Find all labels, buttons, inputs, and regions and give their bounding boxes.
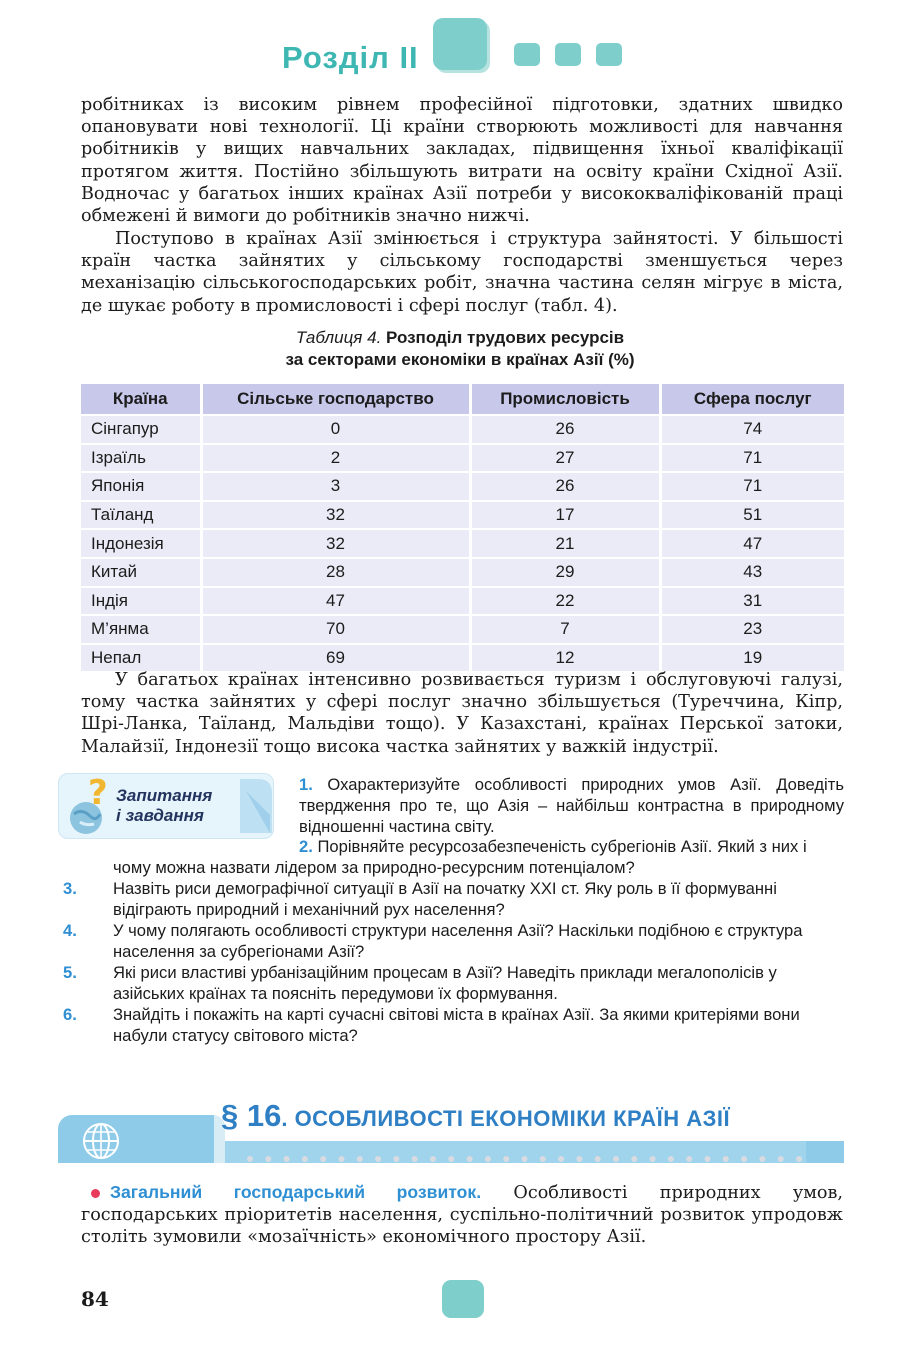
table-cell-country: М’янма — [81, 615, 201, 644]
table-cell-value: 29 — [470, 558, 660, 587]
table-caption-title-1: Розподіл трудових ресурсів — [386, 328, 625, 347]
header-decor-square — [596, 43, 622, 66]
question-text: Які риси властиві урбанізаційним процесам в Азії? Наведіть приклади мегалополісів у азійських країнах та поясніть передумови їх формування. — [113, 963, 777, 1003]
question-item-1 — [299, 775, 844, 837]
table-row — [81, 415, 844, 444]
footer-decor-square — [442, 1280, 484, 1318]
bullet-icon — [91, 1189, 100, 1198]
table-cell-value: 7 — [470, 615, 660, 644]
table-cell-value: 22 — [470, 587, 660, 616]
header-decor-square — [555, 43, 581, 66]
question-number: 6. — [63, 1005, 77, 1024]
chapter-number: § 16 — [221, 1098, 282, 1133]
table-caption-line-2 — [180, 349, 740, 371]
table-row — [81, 529, 844, 558]
final-paragraph — [81, 1181, 843, 1249]
table-row — [81, 587, 844, 616]
chapter-title-text: . ОСОБЛИВОСТІ ЕКОНОМІКИ КРАЇН АЗІЇ — [281, 1106, 731, 1131]
table-cell-value: 26 — [470, 472, 660, 501]
table-cell-value: 70 — [201, 615, 470, 644]
table-cell-value: 2 — [201, 444, 470, 473]
table-row — [81, 615, 844, 644]
chapter-dots-divider — [246, 1155, 806, 1163]
table-cell-value: 12 — [470, 644, 660, 672]
page-curl-icon — [236, 773, 276, 839]
table-header-cell: Сфера послуг — [660, 384, 844, 415]
table-cell-value: 19 — [660, 644, 844, 672]
question-number: 3. — [63, 879, 77, 898]
table-cell-value: 27 — [470, 444, 660, 473]
table-cell-value: 3 — [201, 472, 470, 501]
table-row — [81, 444, 844, 473]
table-cell-country: Китай — [81, 558, 201, 587]
section-label: Розділ ІІ — [282, 40, 419, 75]
table-row — [81, 558, 844, 587]
employment-table — [81, 384, 844, 671]
question-mark-globe-icon — [64, 778, 112, 838]
question-number: 2. — [299, 837, 313, 856]
question-text: Охарактеризуйте особливості природних умов Азії. Доведіть твердження про те, що Азія – найбільш контрастна в природному відношенні частина світу. — [299, 775, 844, 836]
table-cell-value: 23 — [660, 615, 844, 644]
table-cell-country: Індонезія — [81, 529, 201, 558]
table-cell-value: 0 — [201, 415, 470, 444]
body-paragraph-3: У багатьох країнах інтенсивно розвивається туризм і обслуговуючі галузі, тому частка зайнятих у сфері послуг значно збільшується (Туреччина, Кіпр, Шрі-Ланка, Таїланд, Мальдіви тощо). У Казахстані, країнах Перської затоки, Малайзії, Індонезії тощо висока частка зайнятих у важкій індустрії. — [81, 670, 843, 757]
question-item-4 — [63, 921, 844, 963]
table-cell-value: 17 — [470, 501, 660, 530]
question-number: 4. — [63, 921, 77, 940]
chapter-band-right — [806, 1141, 844, 1163]
table-cell-value: 26 — [470, 415, 660, 444]
table-cell-country: Індія — [81, 587, 201, 616]
question-text: Знайдіть і покажіть на карті сучасні світові міста в країнах Азії. За якими критеріями вони набули статусу світового міста? — [113, 1005, 800, 1045]
table-header-cell: Промисловість — [470, 384, 660, 415]
question-item-2 — [113, 837, 844, 879]
svg-text:?: ? — [88, 778, 108, 813]
questions-box-title-line-1: Запитання — [116, 786, 213, 805]
body-paragraph-2: Поступово в країнах Азії змінюється і структура зайнятості. У більшості країн частка зайнятих у сільському господарстві зменшується через механізацію сільськогосподарських робіт, значна частина селян мігрує в міста, де шукає роботу в промисловості і сфері послуг (табл. 4). — [81, 229, 843, 316]
table-row — [81, 472, 844, 501]
question-item-3 — [63, 879, 844, 921]
table-caption-title-2: за секторами економіки в країнах Азії (%) — [285, 350, 635, 369]
table-cell-value: 47 — [660, 529, 844, 558]
body-paragraph-1: робітниках із високим рівнем професійної підготовки, здатних швидко опановувати нові технології. Ці країни створюють можливості для навчання робітників у вищих навчальних закладах, підвищення їхньої кваліфікації протягом життя. Постійно збільшують витрати на освіту країни Східної Азії. Водночас у багатьох інших країнах Азії потреби у висококваліфікованій праці обмежені й вимоги до робітників значно нижчі. — [81, 95, 843, 227]
table-caption-label: Таблиця 4. — [295, 328, 382, 347]
globe-icon — [80, 1121, 122, 1161]
question-item-6 — [63, 1005, 844, 1047]
page-number: 84 — [81, 1287, 109, 1311]
question-text: Порівняйте ресурсозабезпеченість субрегіонів Азії. Який з них і чому можна назвати лідером за природно-ресурсним потенціалом? — [113, 837, 807, 877]
table-cell-value: 43 — [660, 558, 844, 587]
table-cell-value: 71 — [660, 444, 844, 473]
header-decor-square — [514, 43, 540, 66]
table-cell-value: 69 — [201, 644, 470, 672]
table-header-cell: Сільське господарство — [201, 384, 470, 415]
table-cell-value: 32 — [201, 501, 470, 530]
table-cell-country: Таїланд — [81, 501, 201, 530]
table-cell-country: Непал — [81, 644, 201, 672]
table-cell-value: 74 — [660, 415, 844, 444]
table-caption — [180, 327, 740, 349]
table-cell-country: Сінгапур — [81, 415, 201, 444]
table-cell-value: 28 — [201, 558, 470, 587]
table-row — [81, 501, 844, 530]
table-cell-value: 21 — [470, 529, 660, 558]
table-cell-value: 31 — [660, 587, 844, 616]
final-paragraph-lead: Загальний господарський розвиток. — [110, 1182, 482, 1202]
table-cell-country: Японія — [81, 472, 201, 501]
chapter-title — [221, 1098, 730, 1134]
table-row — [81, 644, 844, 672]
question-number: 1. — [299, 775, 313, 794]
table-cell-value: 47 — [201, 587, 470, 616]
final-paragraph-text: Особливості природних умов, господарських пріоритетів населення, суспільно-політичний розвиток упродовж століть зумовили «мозаїчність» економічного простору Азії. — [81, 1183, 843, 1248]
question-item-5 — [63, 963, 844, 1005]
header-decor-square — [433, 18, 487, 70]
table-cell-value: 51 — [660, 501, 844, 530]
questions-box-title-line-2: і завдання — [116, 806, 204, 825]
question-text: У чому полягають особливості структури населення Азії? Наскільки подібною є структура населення за субрегіонами Азії? — [113, 921, 803, 961]
questions-box-title — [116, 786, 212, 826]
table-header-cell: Країна — [81, 384, 201, 415]
table-header-row — [81, 384, 844, 415]
question-text: Назвіть риси демографічної ситуації в Азії на початку XXI ст. Яку роль в її формуванні відіграють природний і механічний рух населення? — [113, 879, 777, 919]
table-cell-country: Ізраїль — [81, 444, 201, 473]
table-cell-value: 71 — [660, 472, 844, 501]
table-cell-value: 32 — [201, 529, 470, 558]
question-number: 5. — [63, 963, 77, 982]
